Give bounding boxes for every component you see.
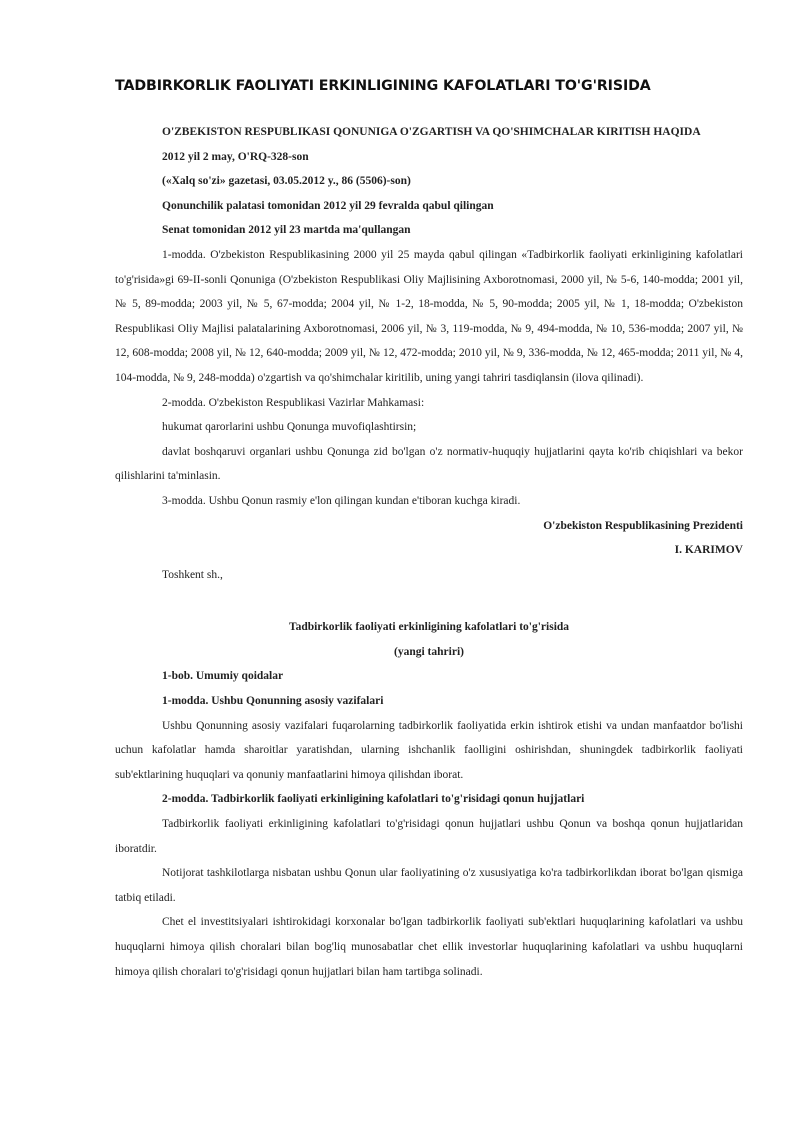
new-article-2-paragraph-3: Chet el investitsiyalari ishtirokidagi korxonalar bo'lgan tadbirkorlik faoliyati sub'ektlari huquqlarining kafolatlari va ushbu huquqlarni himoya qilish choralari bilan bog'liq munosabatlar chet ellik investorlar huquqlarining kafolatlari va ushbu huquqlarni himoya qilish choralari to'g'risidagi qonun hujjatlari bilan ham tartibga solinadi.	[115, 916, 743, 978]
article-3-paragraph: 3-modda. Ushbu Qonun rasmiy e'lon qilingan kundan e'tiboran kuchga kiradi.	[162, 494, 521, 507]
signature-place: Toshkent sh.,	[162, 568, 223, 581]
adoption-note: Qonunchilik palatasi tomonidan 2012 yil 29 fevralda qabul qilingan	[162, 199, 494, 212]
new-article-1-heading: 1-modda. Ushbu Qonunning asosiy vazifalari	[162, 695, 384, 708]
new-article-2-paragraph-1: Tadbirkorlik faoliyati erkinligining kafolatlari to'g'risidagi qonun hujjatlari ushbu Qonun va boshqa qonun hujjatlaridan iboratdir.	[115, 818, 743, 855]
document-title: TADBIRKORLIK FAOLIYATI ERKINLIGINING KAFOLATLARI TO'G'RISIDA	[115, 78, 651, 94]
article-2-item-1: hukumat qarorlarini ushbu Qonunga muvofiqlashtirsin;	[162, 421, 417, 434]
new-edition-title: Tadbirkorlik faoliyati erkinligining kafolatlari to'g'risida	[288, 621, 570, 634]
new-article-1-text: Ushbu Qonunning asosiy vazifalari fuqarolarning tadbirkorlik faoliyatida erkin ishtirok etishi va undan manfaatdor bo'lishi uchun kafolatlar hamda sharoitlar yaratishdan, ularning ishchanlik faolligini oshirishdan, shuningdek tadbirkorlik faoliyati sub'ektlarining huquqlari va qonuniy manfaatlarini himoya qilishdan iborat.	[115, 719, 743, 781]
document-body	[115, 120, 743, 984]
law-heading: O'ZBEKISTON RESPUBLIKASI QONUNIGA O'ZGARTISH VA QO'SHIMCHALAR KIRITISH HAQIDA	[162, 126, 701, 138]
signature-name: I. KARIMOV	[674, 544, 743, 557]
section-spacer	[115, 587, 743, 615]
article-1-paragraph: 1-modda. O'zbekiston Respublikasining 2000 yil 25 mayda qabul qilingan «Tadbirkorlik faoliyati erkinligining kafolatlari to'g'risida»gi 69-II-sonli Qonuniga (O'zbekiston Respublikasi Oliy Majlisining Axborotnomasi, 2000 yil, № 5-6, 140-modda; 2001 yil, № 5, 89-modda; 2003 yil, № 5, 67-modda; 2004 yil, № 1-2, 18-modda, № 5, 90-modda; 2005 yil, № 1, 18-modda; O'zbekiston Respublikasi Oliy Majlisi palatalarining Axborotnomasi, 2006 yil, № 3, 119-modda, № 9, 494-modda, № 10, 536-modda; 2007 yil, № 12, 608-modda; 2008 yil, № 12, 640-modda; 2009 yil, № 12, 472-modda; 2010 yil, № 9, 336-modda, № 12, 465-modda; 2011 yil, № 4, 104-modda, № 9, 248-modda) o'zgartish va qo'shimchalar kiritilib, uning yangi tahriri tasdiqlansin (ilova qilinadi).	[115, 248, 743, 384]
new-article-2-heading: 2-modda. Tadbirkorlik faoliyati erkinligining kafolatlari to'g'risidagi qonun hujjatlari	[162, 793, 585, 806]
new-edition-subtitle: (yangi tahriri)	[394, 645, 464, 658]
article-2-paragraph: 2-modda. O'zbekiston Respublikasi Vazirlar Mahkamasi:	[162, 396, 425, 409]
chapter-heading: 1-bob. Umumiy qoidalar	[162, 670, 284, 683]
gazette-reference: («Xalq so'zi» gazetasi, 03.05.2012 y., 86 (5506)-son)	[162, 175, 411, 188]
article-2-item-2: davlat boshqaruvi organlari ushbu Qonunga zid bo'lgan o'z normativ-huquqiy hujjatlarini qayta ko'rib chiqishlari va bekor qilishlarini ta'minlasin.	[115, 445, 743, 483]
signature-position: O'zbekiston Respublikasining Prezidenti	[543, 519, 743, 532]
law-date-number: 2012 yil 2 may, O'RQ-328-son	[162, 150, 309, 163]
new-article-2-paragraph-2: Notijorat tashkilotlarga nisbatan ushbu Qonun ular faoliyatining o'z xususiyatiga ko'ra tadbirkorlikdan iborat bo'lgan qismiga tatbiq etiladi.	[115, 867, 743, 904]
approval-note: Senat tomonidan 2012 yil 23 martda ma'qullangan	[162, 224, 411, 237]
